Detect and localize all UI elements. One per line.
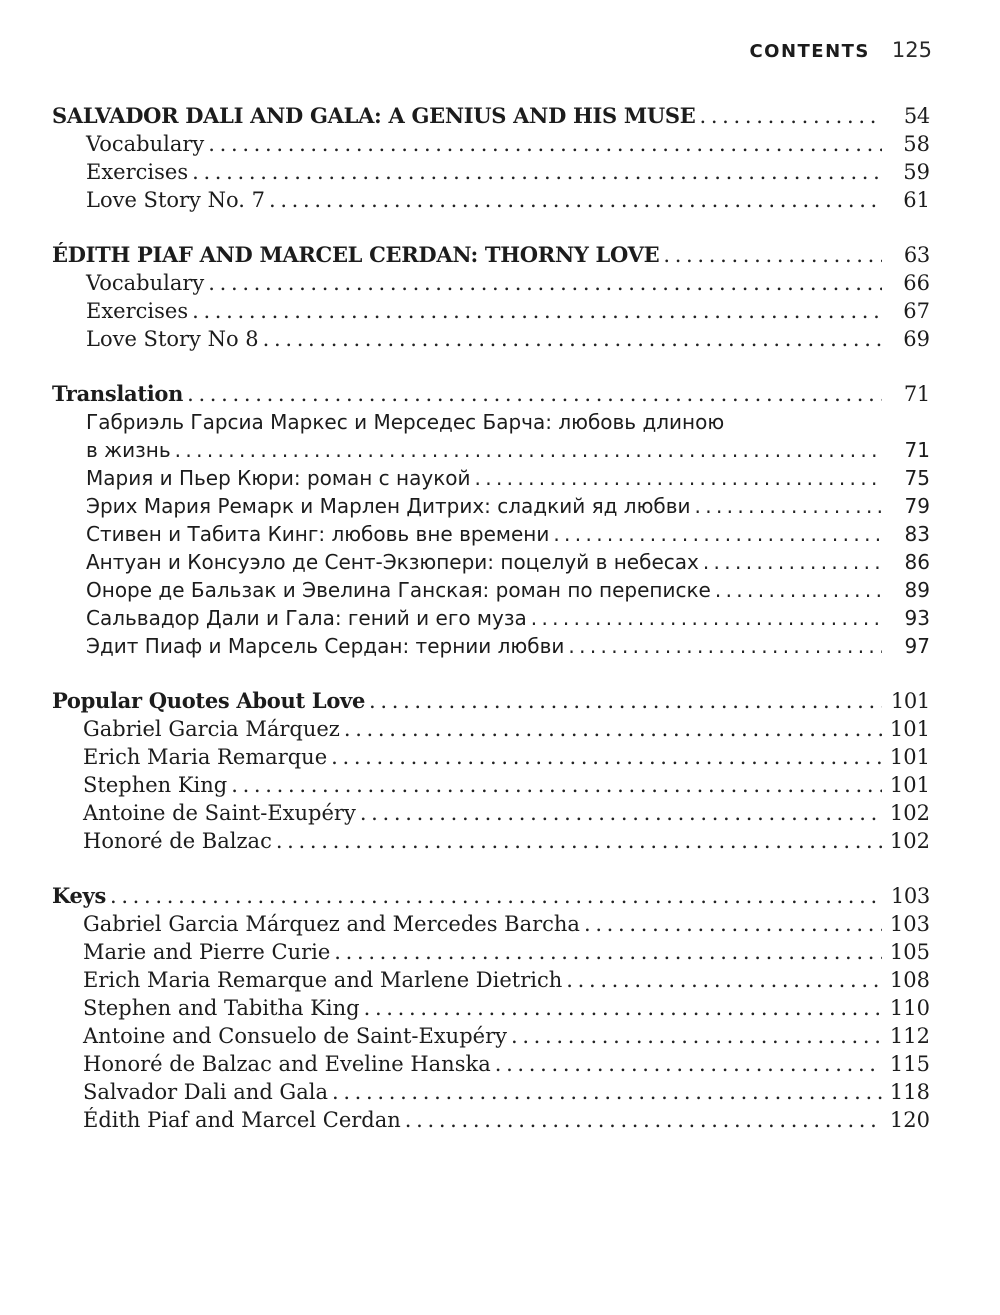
- dot-leader: [566, 966, 882, 994]
- dot-leader: [110, 882, 882, 910]
- dot-leader: [231, 771, 882, 799]
- dot-leader: [276, 827, 882, 855]
- toc-page-number: 69: [903, 327, 930, 351]
- toc-entry[interactable]: [0, 186, 1000, 214]
- toc-entry[interactable]: [0, 464, 1000, 492]
- toc-page-number: 103: [889, 912, 930, 936]
- toc-entry-label: Сальвадор Дали и Гала: гений и его муза: [86, 606, 527, 630]
- toc-entry[interactable]: [0, 966, 1000, 994]
- toc-entry[interactable]: [0, 1050, 1000, 1078]
- toc-section-heading[interactable]: [0, 882, 1000, 910]
- toc-section: [0, 687, 1000, 855]
- toc-section-title: Keys: [52, 883, 106, 908]
- toc-entry[interactable]: [0, 269, 1000, 297]
- dot-leader: [192, 297, 882, 325]
- toc-section: [0, 380, 1000, 660]
- toc-entry-label: Vocabulary: [86, 132, 205, 156]
- toc-page-number: 75: [904, 466, 930, 490]
- table-of-contents: [0, 102, 1000, 1134]
- toc-page-number: 102: [889, 829, 930, 853]
- toc-entry[interactable]: [0, 297, 1000, 325]
- toc-entry-label: Erich Maria Remarque: [83, 745, 328, 769]
- toc-page-number: 61: [903, 188, 930, 212]
- toc-entry[interactable]: [0, 632, 1000, 660]
- toc-entry[interactable]: [0, 325, 1000, 353]
- toc-page-number: 89: [904, 578, 930, 602]
- toc-page-number: 54: [903, 104, 930, 128]
- toc-entry[interactable]: [0, 576, 1000, 604]
- dot-leader: [269, 186, 882, 214]
- dot-leader: [475, 464, 882, 492]
- toc-entry-label: Габриэль Гарсиа Маркес и Мерседес Барча: любовь длиною: [86, 410, 725, 434]
- toc-entry[interactable]: [0, 604, 1000, 632]
- toc-page-number: 101: [889, 745, 930, 769]
- toc-entry[interactable]: [0, 1106, 1000, 1134]
- toc-entry-label: Salvador Dali and Gala: [83, 1080, 328, 1104]
- toc-page-number: 71: [904, 438, 930, 462]
- dot-leader: [495, 1050, 882, 1078]
- toc-entry-label: Stephen and Tabitha King: [83, 996, 360, 1020]
- toc-entry-label: Love Story No. 7: [86, 188, 265, 212]
- toc-page-number: 83: [904, 522, 930, 546]
- toc-entry[interactable]: [0, 548, 1000, 576]
- dot-leader: [344, 715, 882, 743]
- toc-entry[interactable]: [0, 1022, 1000, 1050]
- toc-page-number: 120: [889, 1108, 930, 1132]
- toc-entry[interactable]: [0, 799, 1000, 827]
- toc-entry-label: Stephen King: [83, 773, 228, 797]
- dot-leader: [192, 158, 882, 186]
- toc-page-number: 101: [890, 689, 930, 713]
- toc-page-number: 59: [903, 160, 930, 184]
- dot-leader: [531, 604, 882, 632]
- toc-page-number: 63: [903, 243, 930, 267]
- dot-leader: [175, 436, 882, 464]
- toc-page-number: 97: [904, 634, 930, 658]
- dot-leader: [369, 687, 882, 715]
- dot-leader: [334, 938, 882, 966]
- toc-page-number: 108: [889, 968, 930, 992]
- dot-leader: [715, 576, 882, 604]
- toc-section-heading[interactable]: [0, 241, 1000, 269]
- dot-leader: [208, 130, 882, 158]
- toc-page-number: 112: [889, 1024, 930, 1048]
- toc-entry-label: Стивен и Табита Кинг: любовь вне времени: [86, 522, 550, 546]
- toc-page-number: 110: [889, 996, 930, 1020]
- dot-leader: [511, 1022, 882, 1050]
- toc-entry-label: Exercises: [86, 160, 189, 184]
- toc-entry-label: Gabriel Garcia Márquez and Mercedes Barcha: [83, 912, 580, 936]
- toc-entry[interactable]: [0, 715, 1000, 743]
- toc-page-number: 67: [903, 299, 930, 323]
- toc-section-title: Translation: [52, 381, 184, 406]
- toc-entry-label: Vocabulary: [86, 271, 205, 295]
- toc-section: [0, 241, 1000, 353]
- toc-entry-label: Édith Piaf and Marcel Cerdan: [83, 1108, 401, 1132]
- toc-entry[interactable]: [0, 158, 1000, 186]
- toc-entry-label: Мария и Пьер Кюри: роман с наукой: [86, 466, 471, 490]
- toc-section: [0, 882, 1000, 1134]
- dot-leader: [187, 380, 882, 408]
- dot-leader: [364, 994, 882, 1022]
- toc-entry[interactable]: [0, 436, 1000, 464]
- toc-entry-label: Honoré de Balzac: [83, 829, 272, 853]
- dot-leader: [568, 632, 882, 660]
- toc-section-title: Popular Quotes About Love: [52, 688, 366, 713]
- toc-entry[interactable]: [0, 520, 1000, 548]
- toc-entry-label: Эдит Пиаф и Марсель Сердан: тернии любви: [86, 634, 565, 658]
- toc-entry-label: Antoine and Consuelo de Saint-Exupéry: [83, 1024, 507, 1048]
- toc-entry-label: Эрих Мария Ремарк и Марлен Дитрих: сладкий яд любви: [86, 494, 691, 518]
- toc-page-number: 93: [904, 606, 930, 630]
- toc-page-number: 71: [903, 382, 930, 406]
- toc-entry[interactable]: [0, 1078, 1000, 1106]
- toc-section-title: ÉDITH PIAF AND MARCEL CERDAN: THORNY LOVE: [52, 242, 660, 267]
- toc-page-number: 58: [903, 132, 930, 156]
- toc-section: [0, 102, 1000, 214]
- toc-entry-label: Marie and Pierre Curie: [83, 940, 331, 964]
- toc-entry-label: Erich Maria Remarque and Marlene Dietrich: [83, 968, 563, 992]
- toc-entry-label: в жизнь: [86, 438, 171, 462]
- page-number: 125: [891, 38, 932, 62]
- toc-entry[interactable]: [0, 130, 1000, 158]
- toc-section-heading[interactable]: [0, 380, 1000, 408]
- toc-page-number: 101: [889, 773, 930, 797]
- toc-page-number: 102: [889, 801, 930, 825]
- toc-entry[interactable]: [0, 743, 1000, 771]
- dot-leader: [584, 910, 882, 938]
- dot-leader: [263, 325, 882, 353]
- page-header: [749, 38, 932, 62]
- toc-page-number: 105: [889, 940, 930, 964]
- dot-leader: [663, 241, 882, 269]
- toc-entry-label: Antoine de Saint-Exupéry: [83, 801, 356, 825]
- toc-entry-label: Exercises: [86, 299, 189, 323]
- toc-entry-label: Gabriel Garcia Márquez: [83, 717, 340, 741]
- toc-page-number: 115: [889, 1052, 930, 1076]
- dot-leader: [332, 1078, 882, 1106]
- dot-leader: [405, 1106, 882, 1134]
- toc-entry[interactable]: [0, 408, 1000, 436]
- toc-section-heading[interactable]: [0, 102, 1000, 130]
- toc-entry[interactable]: [0, 994, 1000, 1022]
- toc-entry-label: Антуан и Консуэло де Сент-Экзюпери: поцелуй в небесах: [86, 550, 699, 574]
- toc-page-number: 103: [890, 884, 930, 908]
- toc-section-title: SALVADOR DALI AND GALA: A GENIUS AND HIS MUSE: [52, 103, 696, 128]
- toc-page-number: 66: [903, 271, 930, 295]
- toc-entry[interactable]: [0, 827, 1000, 855]
- toc-page-number: 86: [904, 550, 930, 574]
- toc-page-number: 79: [904, 494, 930, 518]
- dot-leader: [699, 102, 882, 130]
- dot-leader: [703, 548, 882, 576]
- dot-leader: [331, 743, 882, 771]
- toc-entry-label: Love Story No 8: [86, 327, 259, 351]
- dot-leader: [360, 799, 882, 827]
- dot-leader: [553, 520, 882, 548]
- toc-entry-label: Оноре де Бальзак и Эвелина Ганская: роман по переписке: [86, 578, 711, 602]
- dot-leader: [695, 492, 882, 520]
- toc-entry[interactable]: [0, 910, 1000, 938]
- toc-section-heading[interactable]: [0, 687, 1000, 715]
- toc-page-number: 118: [889, 1080, 930, 1104]
- toc-page-number: 101: [889, 717, 930, 741]
- toc-entry[interactable]: [0, 771, 1000, 799]
- toc-entry-label: Honoré de Balzac and Eveline Hanska: [83, 1052, 491, 1076]
- toc-entry[interactable]: [0, 938, 1000, 966]
- running-head: CONTENTS: [749, 41, 870, 62]
- toc-entry[interactable]: [0, 492, 1000, 520]
- dot-leader: [208, 269, 882, 297]
